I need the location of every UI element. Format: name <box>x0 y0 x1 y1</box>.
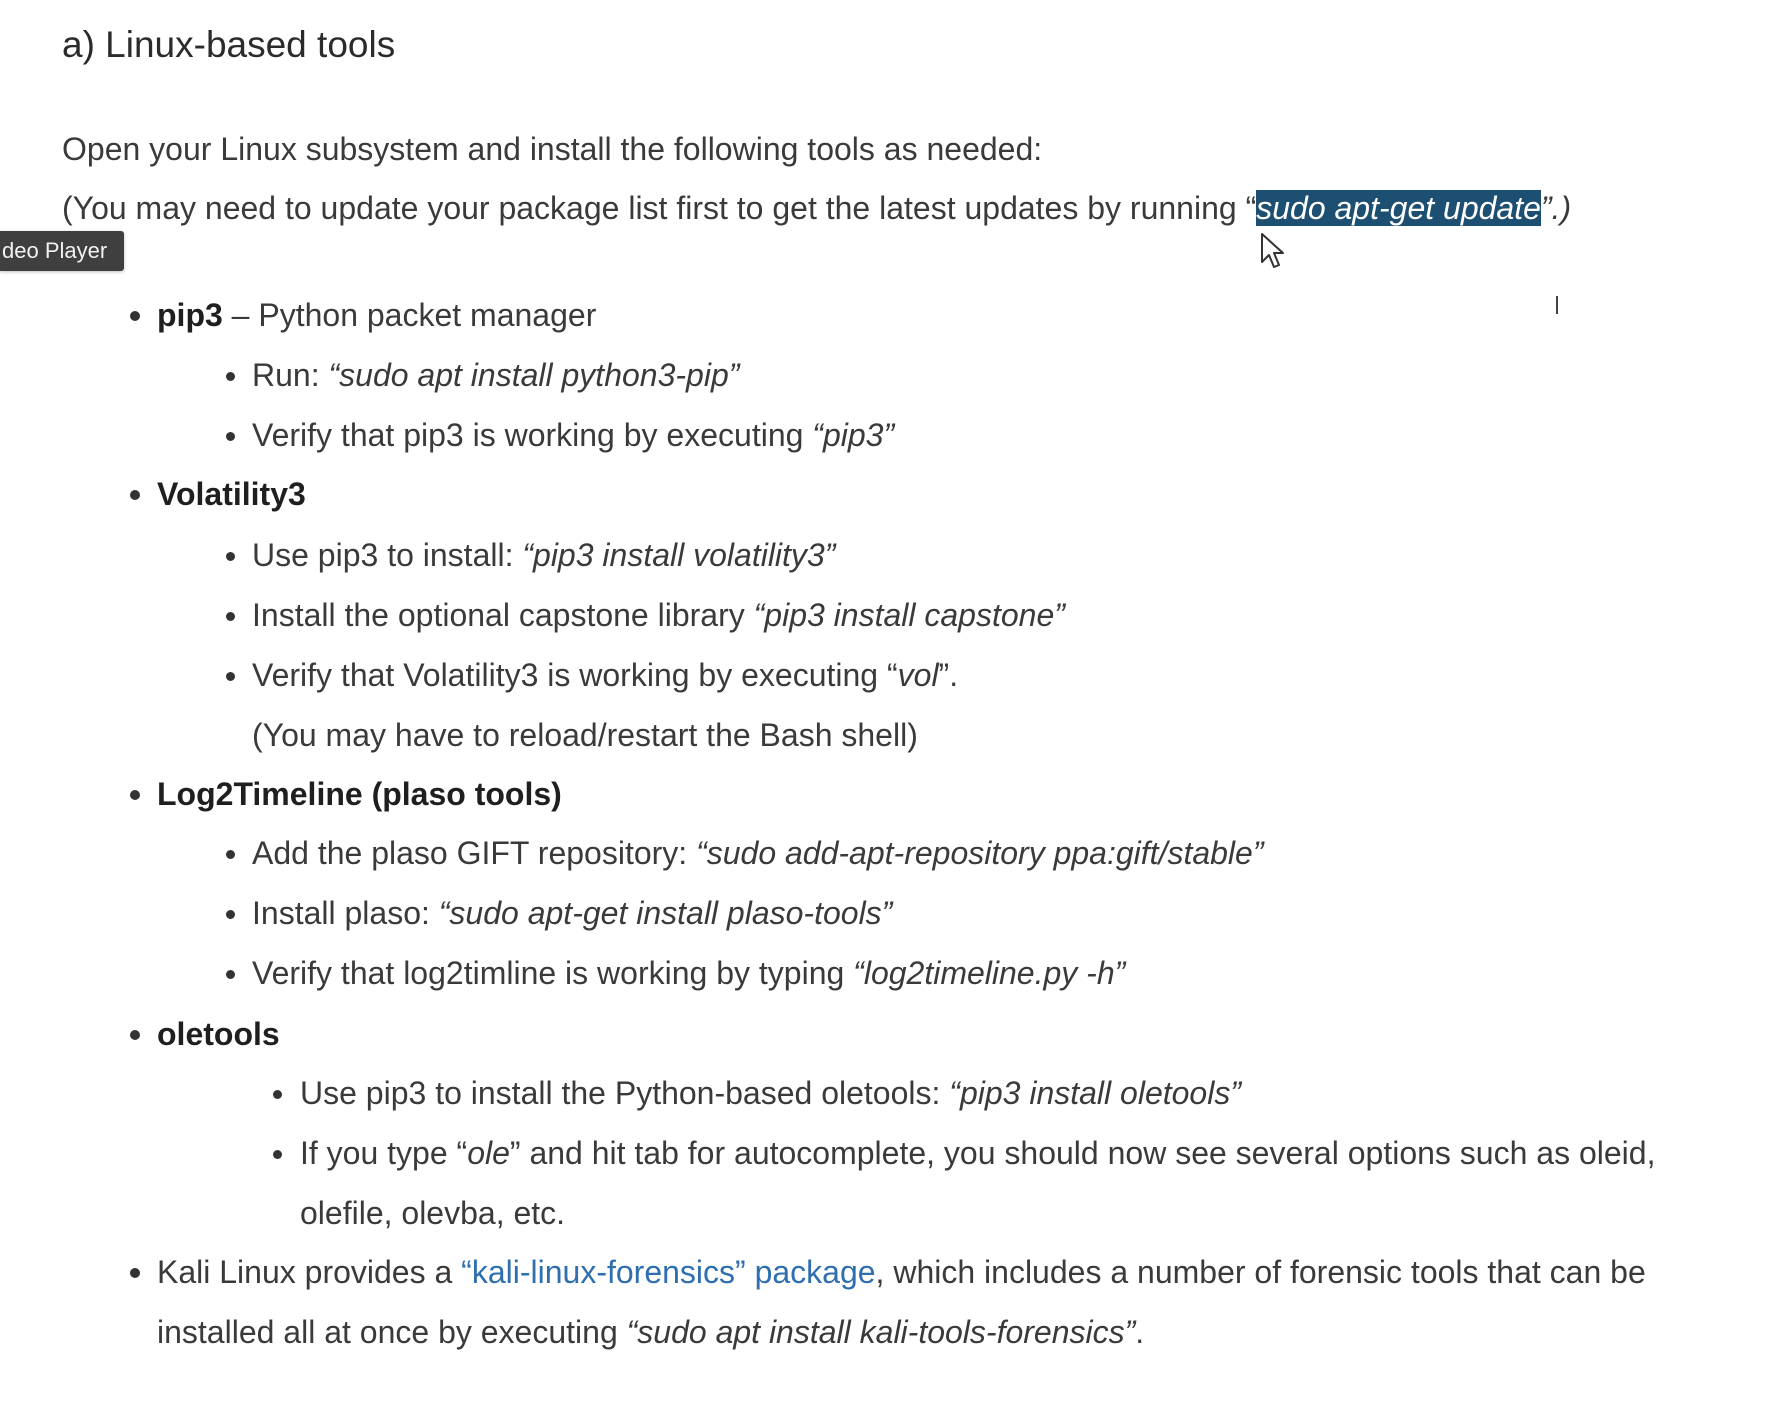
bullet-icon <box>130 1268 140 1278</box>
bullet-icon <box>130 1030 140 1040</box>
list-item-pip3-verify: Verify that pip3 is working by executing “pip3” <box>252 417 895 453</box>
command-text: “pip3 install volatility3” <box>522 537 836 573</box>
list-item-kali: Kali Linux provides a “kali-linux-forensics” package, which includes a number of forensic tools that can be <box>157 1254 1646 1290</box>
command-text: “sudo apt install python3-pip” <box>328 357 740 393</box>
bullet-icon <box>226 672 235 681</box>
list-item-pip3 <box>157 297 596 334</box>
bullet-icon <box>226 970 235 979</box>
list-item-volatility-verify: Verify that Volatility3 is working by executing “vol”. <box>252 657 959 693</box>
list-item-pip3-run: Run: “sudo apt install python3-pip” <box>252 357 740 393</box>
list-item-kali-line-2: installed all at once by executing “sudo apt install kali-tools-forensics”. <box>157 1314 1145 1350</box>
tool-desc-pip3: – Python packet manager <box>222 297 597 333</box>
list-item-plaso-repo: Add the plaso GIFT repository: “sudo add-apt-repository ppa:gift/stable” <box>252 835 1264 871</box>
command-text: “sudo apt-get install plaso-tools” <box>438 895 893 931</box>
command-text: ole <box>467 1135 510 1171</box>
command-text: “pip3” <box>812 417 895 453</box>
tool-title-pip3: pip3 <box>157 297 223 333</box>
command-text: “sudo apt install kali-tools-forensics” <box>626 1314 1136 1350</box>
kali-forensics-package-link[interactable]: “kali-linux-forensics” package <box>461 1254 876 1290</box>
section-heading: a) Linux-based tools <box>62 24 396 65</box>
list-item-volatility-capstone: Install the optional capstone library “pip3 install capstone” <box>252 597 1065 633</box>
video-player-tooltip: deo Player <box>0 231 124 271</box>
list-item-log2timeline-verify: Verify that log2timline is working by typing “log2timeline.py -h” <box>252 955 1126 991</box>
bullet-icon <box>226 850 235 859</box>
bullet-icon <box>130 311 140 321</box>
oletools-autocomplete-line-2: olefile, olevba, etc. <box>300 1195 566 1231</box>
list-item-plaso-install: Install plaso: “sudo apt-get install plaso-tools” <box>252 895 893 931</box>
list-item-volatility-install: Use pip3 to install: “pip3 install volatility3” <box>252 537 836 573</box>
command-text: “sudo add-apt-repository ppa:gift/stable” <box>696 835 1264 871</box>
bullet-icon <box>226 552 235 561</box>
text-cursor-icon <box>1556 296 1558 314</box>
bullet-icon <box>273 1090 282 1099</box>
bullet-icon <box>226 372 235 381</box>
command-text: “log2timeline.py -h” <box>853 955 1126 991</box>
command-text: “pip3 install capstone” <box>753 597 1065 633</box>
bullet-icon <box>130 490 140 500</box>
intro-closing: ”.) <box>1540 190 1572 226</box>
command-text: vol <box>897 657 939 693</box>
list-item-oletools-autocomplete: If you type “ole” and hit tab for autocomplete, you should now see several options such as oleid, <box>300 1135 1656 1171</box>
intro-text: (You may need to update your package list first to get the latest updates by running “ <box>62 190 1257 226</box>
tool-title-volatility3: Volatility3 <box>157 476 306 512</box>
intro-line-2 <box>62 190 1571 227</box>
mouse-pointer-icon <box>1260 232 1286 270</box>
volatility-note: (You may have to reload/restart the Bash shell) <box>252 717 918 753</box>
tool-title-log2timeline: Log2Timeline (plaso tools) <box>157 776 562 812</box>
bullet-icon <box>226 910 235 919</box>
bullet-icon <box>130 790 140 800</box>
bullet-icon <box>226 432 235 441</box>
bullet-icon <box>226 612 235 621</box>
list-item-oletools-install: Use pip3 to install the Python-based oletools: “pip3 install oletools” <box>300 1075 1241 1111</box>
tool-title-oletools: oletools <box>157 1016 280 1052</box>
intro-line-1: Open your Linux subsystem and install the following tools as needed: <box>62 131 1043 167</box>
selected-text-highlight[interactable]: sudo apt-get update <box>1256 190 1541 226</box>
command-text: “pip3 install oletools” <box>949 1075 1241 1111</box>
bullet-icon <box>273 1150 282 1159</box>
